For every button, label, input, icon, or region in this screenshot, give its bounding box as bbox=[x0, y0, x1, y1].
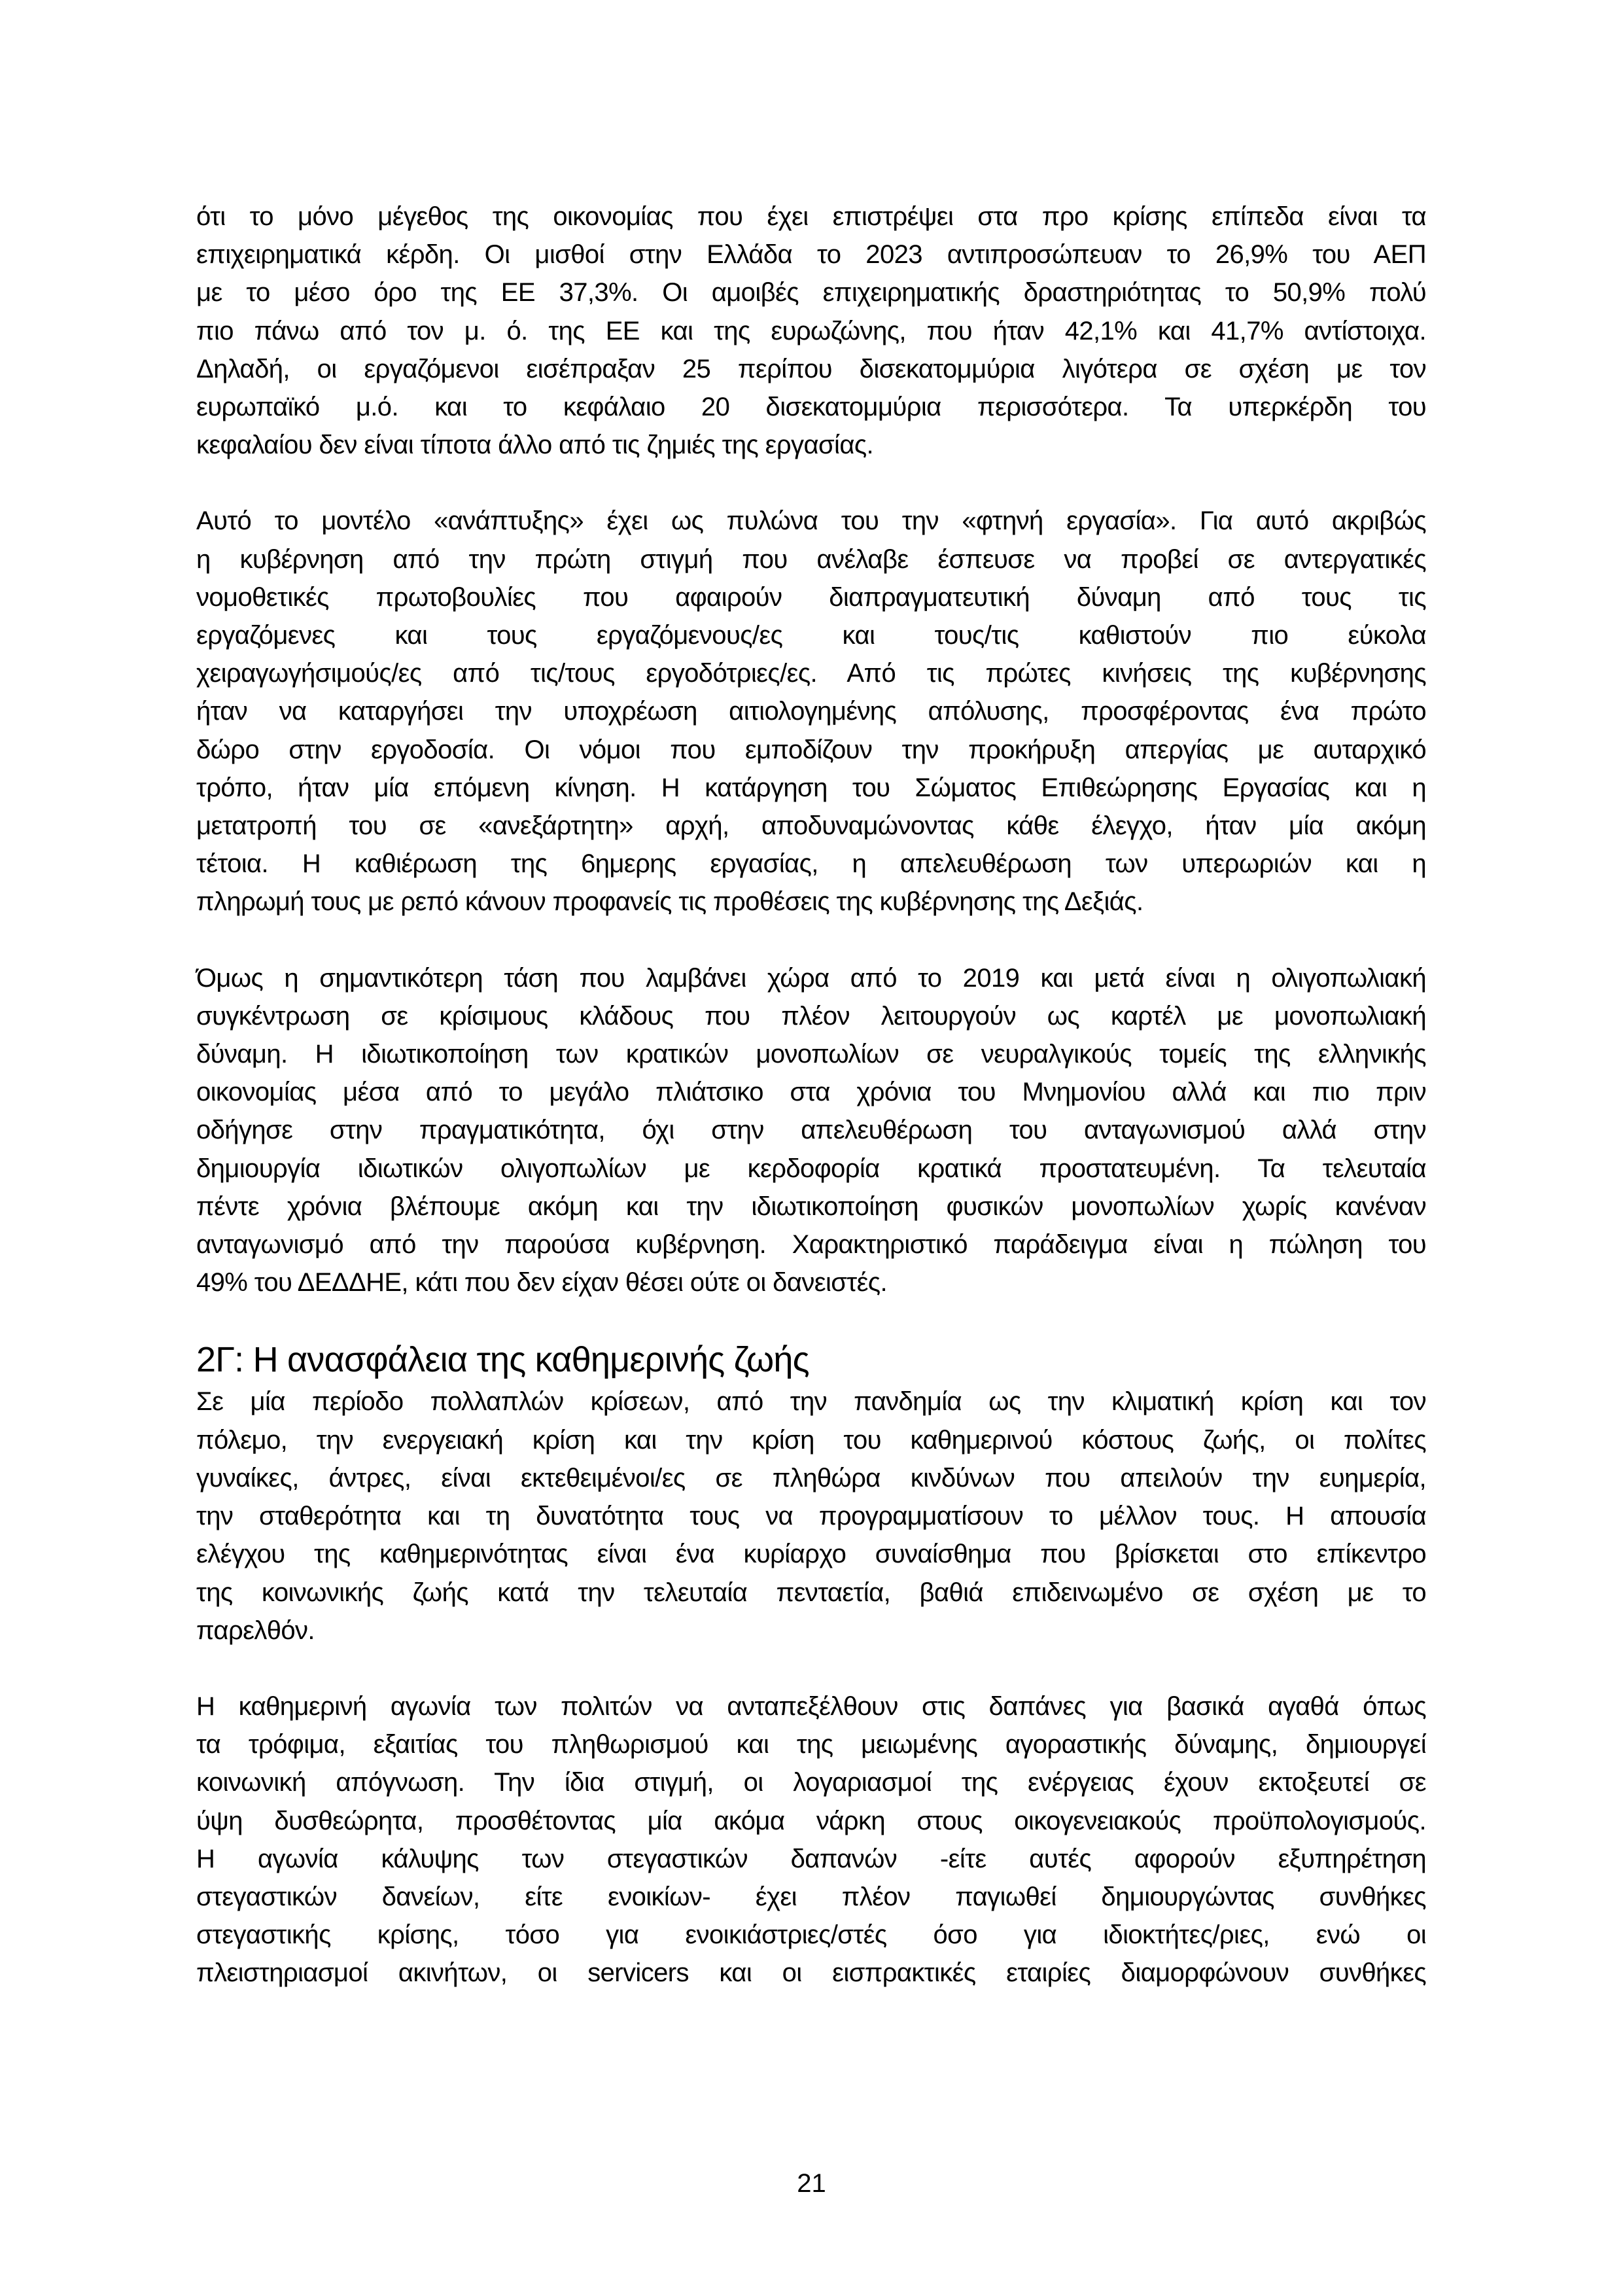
text-line: επιχειρηματικά κέρδη. Οι μισθοί στην Ελλάδα το 2023 αντιπροσώπευαν το 26,9% του ΑΕΠ bbox=[196, 240, 1426, 270]
text-line: συγκέντρωση σε κρίσιμους κλάδους που πλέον λειτουργούν ως καρτέλ με μονοπωλιακή bbox=[196, 1001, 1426, 1031]
text-line: με το μέσο όρο της ΕΕ 37,3%. Οι αμοιβές επιχειρηματικής δραστηριότητας το 50,9% πολύ bbox=[196, 278, 1426, 308]
text-line: οικονομίας μέσα από το μεγάλο πλιάτσικο στα χρόνια του Μνημονίου αλλά και πιο πριν bbox=[196, 1078, 1426, 1107]
paragraph-oligopoly-concentration bbox=[196, 959, 1426, 1302]
text-line: εργαζόμενες και τους εργαζόμενους/ες και τους/τις καθιστούν πιο εύκολα bbox=[196, 621, 1426, 650]
text-line: δύναμη. Η ιδιωτικοποίηση των κρατικών μονοπωλίων σε νευραλγικούς τομείς της ελληνικής bbox=[196, 1040, 1426, 1069]
text-line: στεγαστικής κρίσης, τόσο για ενοικιάστριες/στές όσο για ιδιοκτήτες/ριες, ενώ οι bbox=[196, 1920, 1426, 1950]
section-heading: 2Γ: Η ανασφάλεια της καθημερινής ζωής bbox=[196, 1340, 809, 1380]
text-line: κοινωνική απόγνωση. Την ίδια στιγμή, οι λογαριασμοί της ενέργειας έχουν εκτοξευτεί σε bbox=[196, 1768, 1426, 1797]
text-line: Αυτό το μοντέλο «ανάπτυξης» έχει ως πυλώνα του την «φτηνή εργασία». Για αυτό ακριβώς bbox=[196, 506, 1426, 536]
text-line: 49% του ΔΕΔΔΗΕ, κάτι που δεν είχαν θέσει ούτε οι δανειστές. bbox=[196, 1268, 887, 1298]
text-line: παρελθόν. bbox=[196, 1616, 315, 1645]
text-line: μετατροπή του σε «ανεξάρτητη» αρχή, αποδυναμώνοντας κάθε έλεγχο, ήταν μία ακόμη bbox=[196, 811, 1426, 841]
text-line: ήταν να καταργήσει την υποχρέωση αιτιολογημένης απόλυσης, προσφέροντας ένα πρώτο bbox=[196, 697, 1426, 726]
text-line: ύψη δυσθεώρητα, προσθέτοντας μία ακόμα νάρκη στους οικογενειακούς προϋπολογισμούς. bbox=[196, 1806, 1426, 1835]
text-line: Η καθημερινή αγωνία των πολιτών να ανταπεξέλθουν στις δαπάνες για βασικά αγαθά όπως bbox=[196, 1691, 1426, 1721]
text-line: Όμως η σημαντικότερη τάση που λαμβάνει χώρα από το 2019 και μετά είναι η ολιγοπωλιακή bbox=[196, 963, 1426, 993]
text-line: ελέγχου της καθημερινότητας είναι ένα κυρίαρχο συναίσθημα που βρίσκεται στο επίκεντρο bbox=[196, 1540, 1426, 1569]
text-line: χειραγωγήσιμούς/ες από τις/τους εργοδότριες/ες. Από τις πρώτες κινήσεις της κυβέρνησης bbox=[196, 659, 1426, 688]
text-line: την σταθερότητα και τη δυνατότητα τους να προγραμματίσουν το μέλλον τους. Η απουσία bbox=[196, 1502, 1426, 1531]
text-line: τέτοια. Η καθιέρωση της 6ημερης εργασίας, η απελευθέρωση των υπερωριών και η bbox=[196, 849, 1426, 879]
text-line: κεφαλαίου δεν είναι τίποτα άλλο από τις ζημιές της εργασίας. bbox=[196, 431, 874, 460]
text-line: ότι το μόνο μέγεθος της οικονομίας που έχει επιστρέψει στα προ κρίσης επίπεδα είναι τα bbox=[196, 202, 1426, 231]
text-line: ανταγωνισμό από την παρούσα κυβέρνηση. Χαρακτηριστικό παράδειγμα είναι η πώληση του bbox=[196, 1230, 1426, 1260]
document-page bbox=[196, 198, 1426, 2030]
text-line: πληρωμή τους με ρεπό κάνουν προφανείς τις προθέσεις της κυβέρνησης της Δεξιάς. bbox=[196, 887, 1143, 917]
text-line: στεγαστικών δανείων, είτε ενοικίων- έχει πλέον παγιωθεί δημιουργώντας συνθήκες bbox=[196, 1882, 1426, 1911]
text-line: πιο πάνω από τον μ. ό. της ΕΕ και της ευρωζώνης, που ήταν 42,1% και 41,7% αντίστοιχα. bbox=[196, 316, 1426, 345]
paragraph-wages-profits bbox=[196, 198, 1426, 464]
text-line: Σε μία περίοδο πολλαπλών κρίσεων, από την πανδημία ως την κλιματική κρίση και τον bbox=[196, 1387, 1426, 1417]
text-line: τρόπο, ήταν μία επόμενη κίνηση. Η κατάργηση του Σώματος Επιθεώρησης Εργασίας και η bbox=[196, 773, 1426, 802]
text-line: τα τρόφιμα, εξαιτίας του πληθωρισμού και της μειωμένης αγοραστικής δύναμης, δημιουργεί bbox=[196, 1730, 1426, 1759]
text-line: οδήγησε στην πραγματικότητα, όχι στην απελευθέρωση του ανταγωνισμού αλλά στην bbox=[196, 1116, 1426, 1145]
paragraph-multiple-crises bbox=[196, 1383, 1426, 1649]
text-line: γυναίκες, άντρες, είναι εκτεθειμένοι/ες σε πληθώρα κινδύνων που απειλούν την ευημερία, bbox=[196, 1463, 1426, 1492]
text-line: δημιουργία ιδιωτικών ολιγοπωλίων με κερδοφορία κρατικά προστατευμένη. Τα τελευταία bbox=[196, 1154, 1426, 1183]
paragraph-cheap-labour-model bbox=[196, 502, 1426, 921]
text-line: νομοθετικές πρωτοβουλίες που αφαιρούν διαπραγματευτική δύναμη από τους τις bbox=[196, 582, 1426, 612]
text-line: πλειστηριασμοί ακινήτων, οι servicers και οι εισπρακτικές εταιρίες διαμορφώνουν συνθήκες bbox=[196, 1958, 1426, 1988]
text-line: πόλεμο, την ενεργειακή κρίση και την κρίση του καθημερινού κόστους ζωής, οι πολίτες bbox=[196, 1425, 1426, 1455]
text-line: Η αγωνία κάλυψης των στεγαστικών δαπανών -είτε αυτές αφορούν εξυπηρέτηση bbox=[196, 1844, 1426, 1873]
text-line: η κυβέρνηση από την πρώτη στιγμή που ανέλαβε έσπευσε να προβεί σε αντεργατικές bbox=[196, 544, 1426, 574]
page-number: 21 bbox=[797, 2169, 826, 2198]
text-line: Δηλαδή, οι εργαζόμενοι εισέπραξαν 25 περίπου δισεκατομμύρια λιγότερα σε σχέση με τον bbox=[196, 354, 1426, 383]
text-line: ευρωπαϊκό μ.ό. και το κεφάλαιο 20 δισεκατομμύρια περισσότερα. Τα υπερκέρδη του bbox=[196, 393, 1426, 422]
text-line: πέντε χρόνια βλέπουμε ακόμη και την ιδιωτικοποίηση φυσικών μονοπωλίων χωρίς κανέναν bbox=[196, 1192, 1426, 1221]
text-line: δώρο στην εργοδοσία. Οι νόμοι που εμποδίζουν την προκήρυξη απεργίας με αυταρχικό bbox=[196, 735, 1426, 764]
text-line: της κοινωνικής ζωής κατά την τελευταία πενταετία, βαθιά επιδεινωμένο σε σχέση με το bbox=[196, 1578, 1426, 1607]
paragraph-daily-anxiety bbox=[196, 1687, 1426, 1992]
